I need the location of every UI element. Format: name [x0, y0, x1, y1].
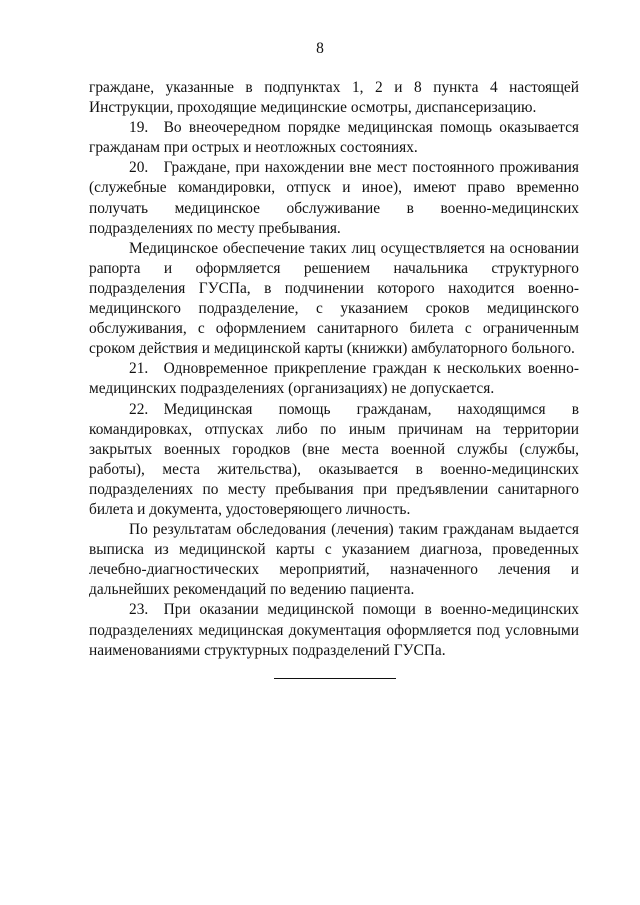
- paragraph-19: 19. Во внеочередном порядке медицинская помощь оказывается гражданам при острых и неотложных состояниях.: [89, 119, 579, 157]
- paragraph-23: 23. При оказании медицинской помощи в военно-медицинских подразделениях медицинская документация оформляется под условными наименованиями структурных подразделений ГУСПа.: [89, 601, 579, 659]
- paragraph-22-detail: По результатам обследования (лечения) таким гражданам выдается выписка из медицинской карты с указанием диагноза, проведенных лечебно-диагностических мероприятий, назначенного лечения и дальнейших рекомендаций по ведению пациента.: [89, 521, 579, 599]
- paragraph-21: 21. Одновременное прикрепление граждан к нескольких военно-медицинских подразделениях (организациях) не допускается.: [89, 360, 579, 398]
- paragraph-20-detail: Медицинское обеспечение таких лиц осуществляется на основании рапорта и оформляется решением начальника структурного подразделения ГУСПа, в подчинении которого находится военно-медицинского подразделение, с указанием сроков медицинского обслуживания, с оформлением санитарного билета с ограниченным сроком действия и медицинской карты (книжки) амбулаторного больного.: [89, 239, 579, 358]
- end-divider-line: [274, 678, 396, 679]
- document-body: [89, 78, 579, 661]
- page-number: 8: [316, 40, 324, 57]
- paragraph-20: 20. Граждане, при нахождении вне мест постоянного проживания (служебные командировки, отпуск и иное), имеют право временно получать медицинское обслуживание в военно-медицинских подразделениях по месту пребывания.: [89, 159, 579, 237]
- paragraph-continuation: граждане, указанные в подпунктах 1, 2 и 8 пункта 4 настоящей Инструкции, проходящие медицинские осмотры, диспансеризацию.: [89, 79, 579, 117]
- paragraph-22: 22. Медицинская помощь гражданам, находящимся в командировках, отпусках либо по иным причинам на территории закрытых военных городков (вне места военной службы (службы, работы), места жительства), оказывается в военно-медицинских подразделениях по месту пребывания при предъявлении санитарного билета и документа, удостоверяющего личность.: [89, 400, 579, 518]
